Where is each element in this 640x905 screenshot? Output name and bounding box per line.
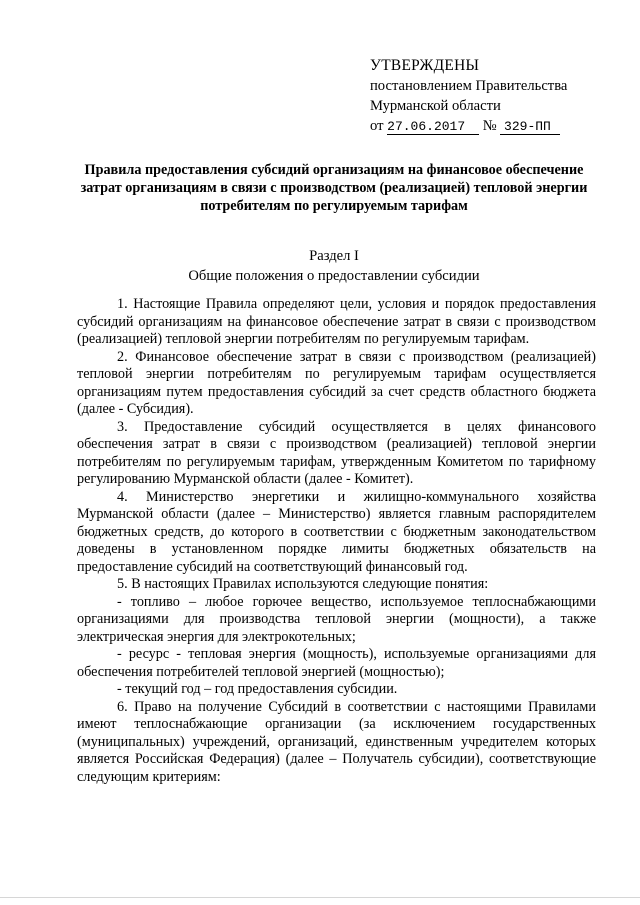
definition-current-year: - текущий год – год предоставления субсидии. — [117, 681, 398, 697]
definition-resource: - ресурс - тепловая энергия (мощность), используемые организациями для обеспечения потребителей тепловой энергией (мощностью); — [77, 646, 596, 680]
paragraph-2: 2. Финансовое обеспечение затрат в связи с производством (реализацией) тепловой энергии потребителям по регулируемым тарифам осуществляется организациям путем предоставления субсидий за счет средств областного бюджета (далее - Субсидия). — [77, 348, 596, 417]
section-number: Раздел I — [309, 248, 359, 264]
section-name: Общие положения о предоставлении субсидии — [188, 268, 480, 284]
document-title: Правила предоставления субсидий организациям на финансовое обеспечение затрат организациям в связи с производством (реализацией) тепловой энергии потребителям по регулируемым тарифам — [80, 162, 588, 214]
approval-line-1: постановлением Правительства — [370, 78, 568, 94]
paragraph-4: 4. Министерство энергетики и жилищно-коммунального хозяйства Мурманской области (далее – Министерство) является главным распорядителем бюджетных средств, до которого в соответствии с бюджетным законодательством доведены в установленном порядке лимиты бюджетных обязательств на предоставление субсидий на соответствующий финансовый год. — [77, 488, 596, 575]
approval-date-field — [387, 119, 479, 135]
approval-number: 329-ПП — [504, 119, 551, 134]
approval-number-label: № — [482, 118, 497, 134]
paragraph-5: 5. В настоящих Правилах используются следующие понятия: — [117, 576, 489, 592]
paragraph-6: 6. Право на получение Субсидий в соответствии с настоящими Правилами имеют теплоснабжающие организации (за исключением государственных (муниципальных) учреждений, организаций, единственным учредителем которых является Российская Федерация) (далее – Получатель субсидии), соответствующие следующим критериям: — [77, 698, 596, 785]
approval-heading: УТВЕРЖДЕНЫ — [370, 57, 480, 74]
approval-date: 27.06.2017 — [387, 119, 466, 134]
approval-stamp — [370, 56, 620, 136]
document-body — [77, 296, 596, 786]
paragraph-1: 1. Настоящие Правила определяют цели, условия и порядок предоставления субсидий организациям на финансовое обеспечение затрат в связи с производством (реализацией) тепловой энергии потребителям по регулируемым тарифам. — [77, 296, 596, 347]
approval-line-2: Мурманской области — [370, 98, 501, 114]
approval-number-field — [500, 119, 560, 135]
scan-edge-divider — [0, 897, 640, 898]
paragraph-3: 3. Предоставление субсидий осуществляется в целях финансового обеспечения затрат в связи с производством (реализацией) тепловой энергии потребителям по регулируемым тарифам, утвержденным Комитетом по тарифному регулированию Мурманской области (далее - Комитет). — [77, 418, 596, 487]
approval-from-label: от — [370, 118, 384, 134]
definition-fuel: - топливо – любое горючее вещество, используемое теплоснабжающими организациями для производства тепловой энергии (мощности), а также электрическая энергия для электрокотельных; — [77, 593, 596, 645]
section-heading — [70, 246, 598, 286]
approval-date-line — [370, 116, 620, 136]
